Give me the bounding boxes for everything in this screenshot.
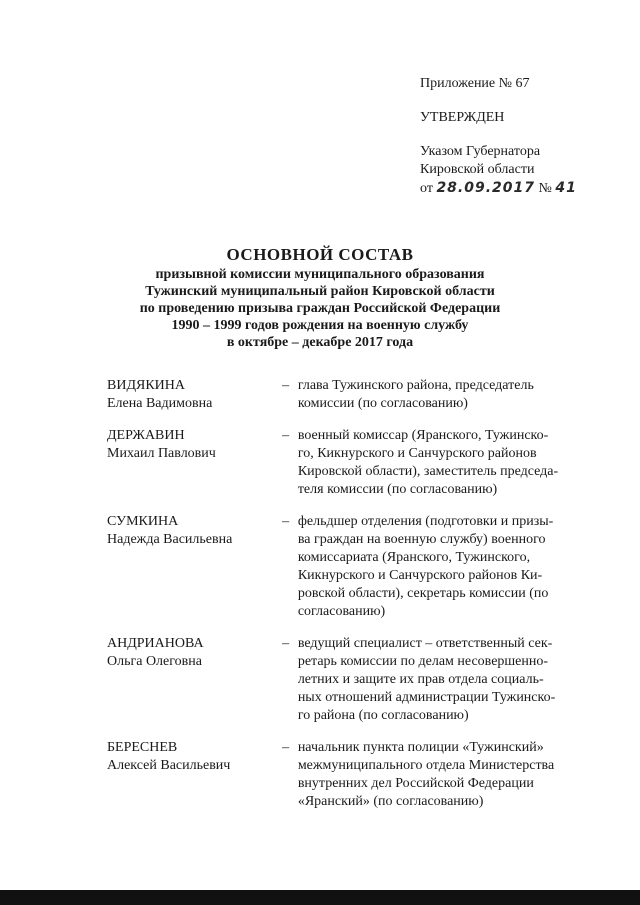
number-prefix: № [538,181,552,196]
member-role: начальник пункта полиции «Тужинский» межмуниципального отдела Министерства внутренних дел Российской Федерации «Яранский» (по согласованию) [297,740,555,809]
member-given-name: Алексей Васильевич [107,758,231,773]
member-row [107,635,587,725]
members-list [107,377,587,811]
member-name [107,377,282,413]
appendix-number: Приложение № 67 [420,76,530,91]
member-name [107,635,282,725]
title-line: Тужинский муниципальный район Кировской области [145,284,495,299]
member-given-name: Михаил Павлович [107,446,216,461]
title-main: ОСНОВНОЙ СОСТАВ [226,245,414,264]
title-line: в октябре – декабре 2017 года [226,335,414,350]
member-dash: – [282,514,290,529]
member-dash: – [282,636,290,651]
handwritten-date: 28.09.2017 [436,180,536,196]
document-title [80,244,560,351]
member-surname: СУМКИНА [107,514,179,529]
member-role: глава Тужинского района, председатель комиссии (по согласованию) [297,378,534,411]
member-row [107,739,587,811]
title-line: призывной комиссии муниципального образования [155,267,485,282]
date-prefix: от [420,181,433,196]
scan-edge-bar [0,890,640,905]
member-role: фельдшер отделения (подготовки и призы- ва граждан на военную службу) военного комиссариата (Яранского, Тужинского, Кикнурского и Санчурского районов Ки- ровской области), секретарь комиссии (по согласованию) [297,514,554,619]
member-name [107,427,282,499]
member-given-name: Ольга Олеговна [107,654,202,669]
title-line: 1990 – 1999 годов рождения на военную службу [171,318,469,333]
member-given-name: Елена Вадимовна [107,396,213,411]
member-surname: ВИДЯКИНА [107,378,186,393]
member-role: ведущий специалист – ответственный сек- ретарь комиссии по делам несовершенно- летних и защите их прав отдела социаль- ных отношений администрации Тужинско- го района (по согласованию) [297,636,556,723]
member-row [107,427,587,499]
member-dash: – [282,740,290,755]
member-row [107,377,587,413]
handwritten-number: 41 [555,180,577,196]
member-surname: ДЕРЖАВИН [107,428,185,443]
member-dash: – [282,378,290,393]
member-role: военный комиссар (Яранского, Тужинско- го, Кикнурского и Санчурского районов Кировской области), заместитель председа- теля комиссии (по согласованию) [297,428,559,497]
decree-date-line [420,179,620,198]
approval-block [420,75,620,198]
member-surname: АНДРИАНОВА [107,636,204,651]
member-dash: – [282,428,290,443]
member-surname: БЕРЕСНЕВ [107,740,178,755]
decree-line-1: Указом Губернатора [420,144,541,159]
member-given-name: Надежда Васильевна [107,532,233,547]
member-name [107,513,282,621]
title-line: по проведению призыва граждан Российской Федерации [139,301,501,316]
approved-label: УТВЕРЖДЕН [420,110,505,125]
member-row [107,513,587,621]
member-name [107,739,282,811]
decree-line-2: Кировской области [420,162,535,177]
